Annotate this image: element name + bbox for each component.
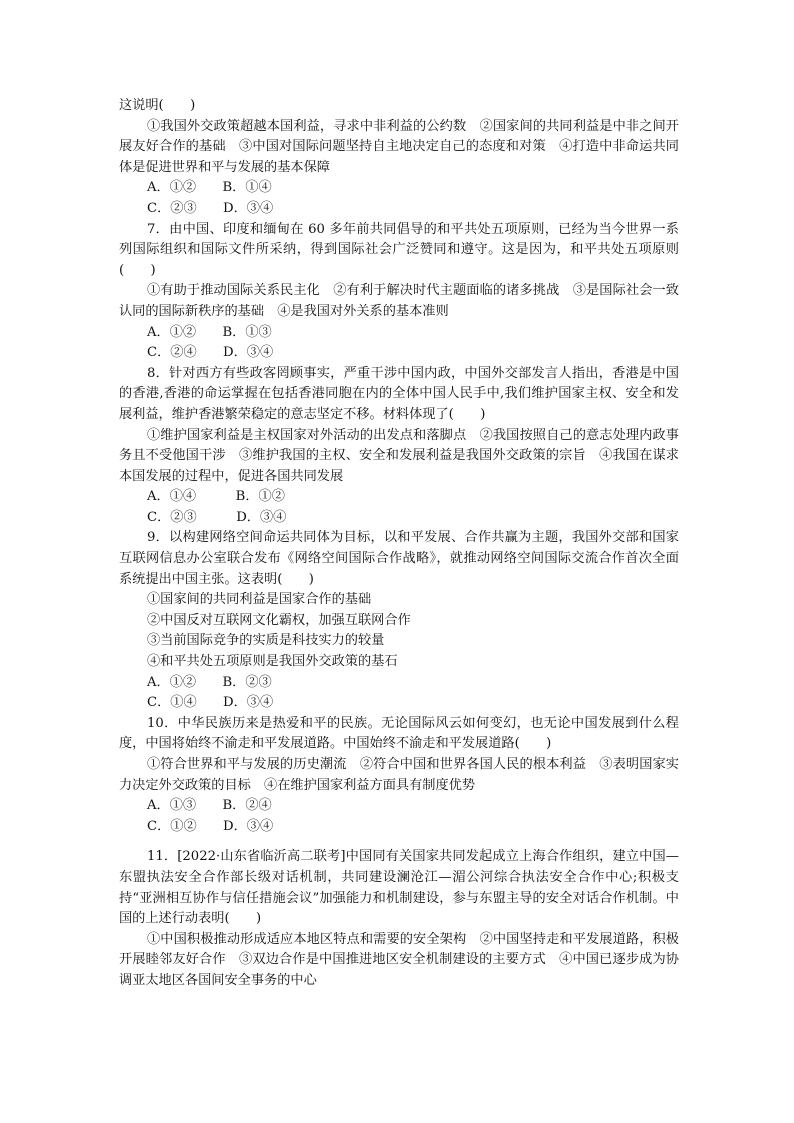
q7-options-cd: C．②④ D．③④ xyxy=(147,345,274,361)
spacer xyxy=(119,837,679,847)
q8-options-ab: A．①④ B．①② xyxy=(147,489,285,505)
q9-statement-2: ②中国反对互联网文化霸权，加强互联网合作 xyxy=(147,612,411,628)
q7-stem: 7．由中国、印度和缅甸在 60 多年前共同倡导的和平共处五项原则，已经为当今世界一系列国际组织和国际文件所采纳，得到国际社会广泛赞同和遵守。这是因为，和平共处五项原则( ) xyxy=(119,221,679,278)
q9-statement-3: ③当前国际竞争的实质是科技实力的较量 xyxy=(147,633,385,649)
q9-stem: 9．以构建网络空间命运共同体为目标，以和平发展、合作共赢为主题，我国外交部和国家互联网信息办公室联合发布《网络空间国际合作战略》，就推动网络空间国际交流合作首次全面系统提出中国主张。这表明( ) xyxy=(119,530,679,587)
q10-options-cd: C．①② D．③④ xyxy=(147,818,274,834)
q6-options-ab: A．①② B．①④ xyxy=(147,180,272,196)
q9-options-cd: C．①④ D．③④ xyxy=(147,695,274,711)
q8-options-cd: C．②③ D．③④ xyxy=(147,509,287,525)
q10-stem: 10．中华民族历来是热爱和平的民族。无论国际风云如何变幻，也无论中国发展到什么程度，中国将始终不渝走和平发展道路。中国始终不渝走和平发展道路( ) xyxy=(119,715,679,752)
q8-stem: 8．针对西方有些政客罔顾事实，严重干涉中国内政，中国外交部发言人指出，香港是中国的香港,香港的命运掌握在包括香港同胞在内的全体中国人民手中,我们维护国家主权、安全和发展利益，维护香港繁荣稳定的意志坚定不移。材料体现了( ) xyxy=(119,365,679,422)
q7-options-ab: A．①② B．①③ xyxy=(147,324,272,340)
q11-stem: 11．[2022·山东省临沂高二联考]中国同有关国家共同发起成立上海合作组织，建立中国—东盟执法安全合作部长级对话机制，共同建设澜沧江—湄公河综合执法安全合作中心;积极支持“亚洲相互协作与信任措施会议”加强能力和机制建设，参与东盟主导的安全对话合作机制。中国的上述行动表明( ) xyxy=(119,849,679,927)
q7-statements: ①有助于推动国际关系民主化 ②有利于解决时代主题面临的诸多挑战 ③是国际社会一致认同的国际新秩序的基础 ④是我国对外关系的基本准则 xyxy=(119,283,679,319)
q6-stem-tail: 这说明( ) xyxy=(119,98,196,113)
q11-statements: ①中国积极推动形成适应本地区特点和需要的安全架构 ②中国坚持走和平发展道路，积极开展睦邻友好合作 ③双边合作是中国推进地区安全机制建设的主要方式 ④中国已逐步成为协调亚太地区各国间安全事务的中心 xyxy=(119,931,679,988)
q6-options-cd: C．②③ D．③④ xyxy=(147,200,274,216)
q9-statement-4: ④和平共处五项原则是我国外交政策的基石 xyxy=(147,654,398,670)
q6-statements: ①我国外交政策超越本国利益，寻求中非利益的公约数 ②国家间的共同利益是中非之间开展友好合作的基础 ③中国对国际问题坚持自主地决定自己的态度和对策 ④打造中非命运共同体是促进世界和平与发展的基本保障 xyxy=(119,118,679,175)
q10-statements: ①符合世界和平与发展的历史潮流 ②符合中国和世界各国人民的根本利益 ③表明国家实力决定外交政策的目标 ④在维护国家利益方面具有制度优势 xyxy=(119,757,679,793)
document-page xyxy=(119,96,679,992)
q9-options-ab: A．①② B．②③ xyxy=(147,674,272,690)
q9-statement-1: ①国家间的共同利益是国家合作的基础 xyxy=(147,592,372,608)
q10-options-ab: A．①③ B．②④ xyxy=(147,798,272,814)
q8-statements: ①维护国家利益是主权国家对外活动的出发点和落脚点 ②我国按照自己的意志处理内政事务且不受他国干涉 ③维护我国的主权、安全和发展利益是我国外交政策的宗旨 ④我国在谋求本国发展的过程中，促进各国共同发展 xyxy=(119,427,679,484)
